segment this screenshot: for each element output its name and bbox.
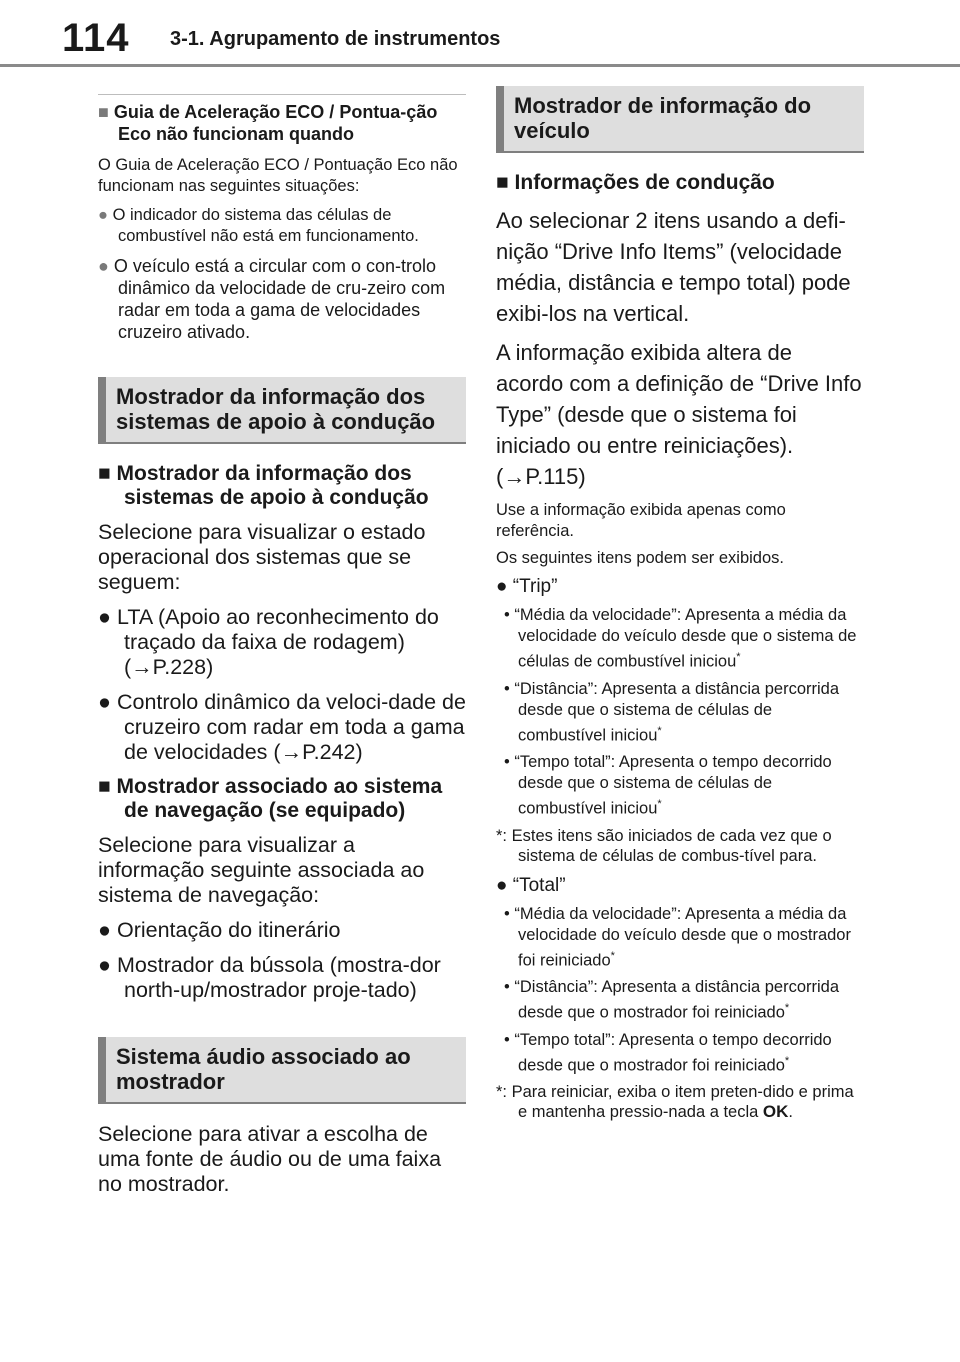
section-box-audio: Sistema áudio associado ao mostrador	[98, 1037, 466, 1104]
total-item-1: • “Média da velocidade”: Apresenta a média da velocidade do veículo desde que o mostrador foi reiniciado*	[504, 904, 851, 969]
eco-bullet-1: ● O indicador do sistema das células de combustível não está em funcionamento.	[98, 206, 419, 245]
square-icon: ■	[98, 102, 109, 122]
driving-support-subheading: ■ Mostrador da informação dos sistemas de apoio à condução	[98, 462, 429, 509]
driving-support-text: Selecione para visualizar o estado operacional dos sistemas que se seguem:	[98, 520, 426, 594]
square-icon: ■	[98, 462, 111, 485]
bullet-icon: ●	[496, 874, 508, 896]
right-column	[496, 82, 864, 1130]
trip-footnote: *: Estes itens são iniciados de cada vez que o sistema de células de combus-tível para.	[496, 826, 832, 865]
eco-text: O Guia de Aceleração ECO / Pontuação Eco não funcionam nas seguintes situações:	[98, 156, 458, 195]
header-divider	[0, 64, 960, 67]
navigation-bullet-2: ● Mostrador da bússola (mostra-dor north-up/mostrador proje-tado)	[98, 953, 441, 1002]
chapter-title: 3-1. Agrupamento de instrumentos	[170, 28, 501, 50]
asterisk-mark: *	[784, 1054, 790, 1067]
ok-key-label: OK	[762, 1102, 789, 1121]
left-column	[98, 88, 466, 1207]
page-header	[0, 0, 960, 70]
total-heading: ● “Total”	[496, 874, 566, 896]
total-item-3: • “Tempo total”: Apresenta o tempo decorrido desde que o mostrador foi reiniciado*	[504, 1030, 832, 1074]
navigation-bullet-1: ● Orientação do itinerário	[98, 918, 341, 942]
footnote-mark: *:	[496, 826, 508, 845]
driving-support-bullet-1: ● LTA (Apoio ao reconhecimento do traçado da faixa de rodagem) (→P.228)	[98, 605, 439, 679]
circle-bullet-icon: ●	[98, 256, 109, 276]
section-box-vehicle-info: Mostrador de informação do veículo	[496, 86, 864, 153]
page-number: 114	[62, 16, 130, 60]
square-icon: ■	[496, 171, 509, 194]
driving-support-bullet-2: ● Controlo dinâmico da veloci-dade de cruzeiro com radar em toda a gama de velocidades (→P.242)	[98, 690, 466, 764]
driving-info-para-2: A informação exibida altera de acordo com a definição de “Drive Info Type” (desde que o sistema foi iniciado ou entre reiniciações). (→P.115)	[496, 340, 862, 489]
dash-bullet-icon: •	[504, 1030, 510, 1049]
trip-item-3: • “Tempo total”: Apresenta o tempo decorrido desde que o sistema de células de combustível iniciou*	[504, 753, 832, 818]
driving-info-subheading: ■ Informações de condução	[496, 171, 775, 194]
navigation-text: Selecione para visualizar a informação seguinte associada ao sistema de navegação:	[98, 833, 425, 907]
trip-item-1: • “Média da velocidade”: Apresenta a média da velocidade do veículo desde que o sistema de células de combustível iniciou*	[504, 606, 857, 671]
footnote-mark: *:	[496, 1083, 508, 1101]
asterisk-mark: *	[610, 949, 615, 962]
bullet-icon: ●	[98, 690, 111, 714]
eco-bullet-2: ● O veículo está a circular com o con-trolo dinâmico da velocidade de cru-zeiro com radar em toda a gama de velocidades cruzeiro ativado.	[98, 256, 446, 342]
eco-subheading: ■ Guia de Aceleração ECO / Pontua-ção Eco não funcionam quando	[98, 102, 438, 144]
navigation-subheading: ■ Mostrador associado ao sistema de navegação (se equipado)	[98, 775, 443, 822]
asterisk-mark: *	[784, 1002, 790, 1014]
dash-bullet-icon: •	[504, 978, 510, 996]
dash-bullet-icon: •	[504, 679, 510, 698]
section-divider	[98, 94, 466, 95]
trip-heading: ● “Trip”	[496, 576, 558, 597]
dash-bullet-icon: •	[504, 606, 510, 624]
audio-text: Selecione para ativar a escolha de uma fonte de áudio ou de uma faixa no mostrador.	[98, 1122, 442, 1196]
total-item-2: • “Distância”: Apresenta a distância percorrida desde que o mostrador foi reiniciado*	[504, 978, 840, 1022]
square-icon: ■	[98, 775, 111, 798]
bullet-icon: ●	[98, 953, 111, 977]
items-note: Os seguintes itens podem ser exibidos.	[496, 549, 784, 567]
bullet-icon: ●	[98, 605, 111, 629]
driving-info-para-1: Ao selecionar 2 itens usando a defi-nição “Drive Info Items” (velocidade média, distância e tempo total) pode exibi-los na vertical.	[496, 208, 851, 326]
dash-bullet-icon: •	[504, 904, 510, 923]
asterisk-mark: *	[657, 798, 662, 810]
asterisk-mark: *	[657, 724, 662, 737]
total-footnote: *: Para reiniciar, exiba o item preten-dido e prima e mantenha pressio-nada a tecla OK.	[496, 1083, 854, 1121]
trip-item-2: • “Distância”: Apresenta a distância percorrida desde que o sistema de células de combustível iniciou*	[504, 679, 840, 744]
circle-bullet-icon: ●	[98, 206, 108, 224]
bullet-icon: ●	[98, 918, 111, 942]
reference-note: Use a informação exibida apenas como referência.	[496, 501, 786, 540]
dash-bullet-icon: •	[504, 753, 510, 771]
bullet-icon: ●	[496, 576, 508, 597]
section-box-driving-support: Mostrador da informação dos sistemas de apoio à condução	[98, 377, 466, 444]
asterisk-mark: *	[736, 651, 741, 663]
